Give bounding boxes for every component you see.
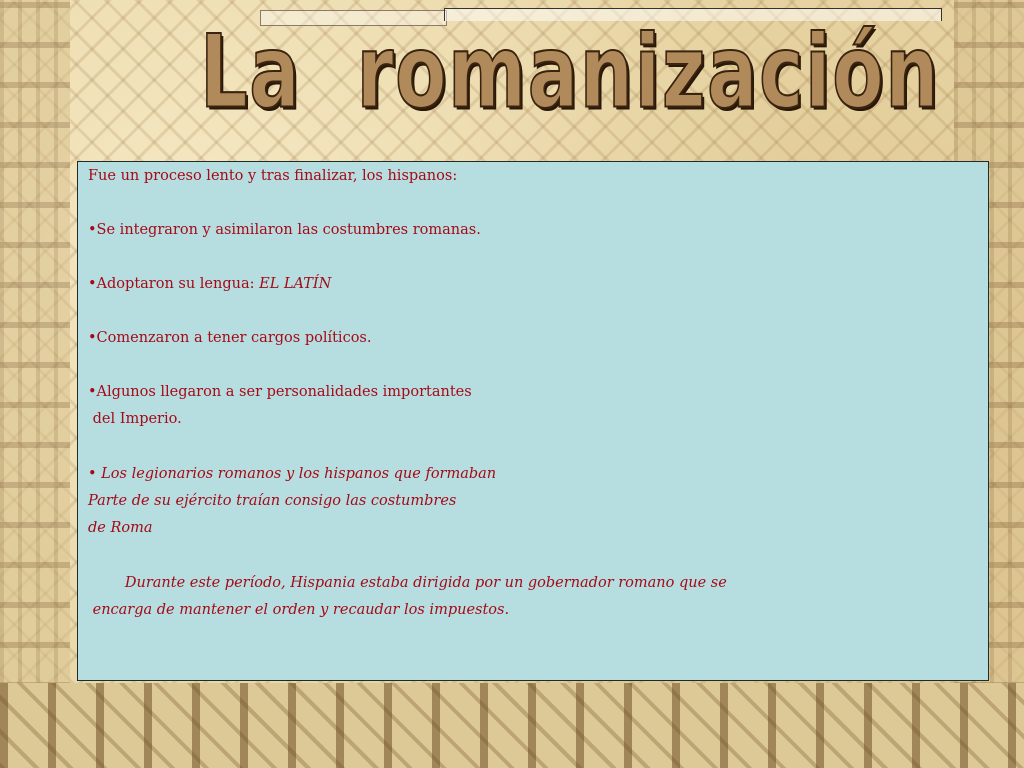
bullet-legionaries-line3: de Roma [88, 520, 153, 536]
bullet-legionaries-text: Los legionarios romanos y los hispanos que formaban [101, 466, 497, 482]
mosaic-border-bottom [0, 683, 1024, 768]
intro-text: Fue un proceso lento y tras finalizar, los hispanos: [88, 168, 458, 184]
bullet-language [88, 276, 331, 292]
bullet-legionaries-line1 [88, 466, 496, 482]
content-panel [77, 161, 989, 681]
bullet-integration: •Se integraron y asimilaron las costumbres romanas. [88, 222, 481, 238]
bullet-legionaries-line2: Parte de su ejército traían consigo las costumbres [88, 493, 457, 509]
slide-title: La romanización [200, 12, 941, 131]
bullet-personalities-line2: del Imperio. [88, 411, 182, 427]
bullet-legionaries-marker: • [88, 466, 102, 482]
bullet-language-prefix: •Adoptaron su lengua: [88, 276, 260, 292]
mosaic-border-left [0, 0, 70, 768]
bullet-language-latin: EL LATÍN [259, 276, 332, 292]
bullet-politics: •Comenzaron a tener cargos políticos. [88, 330, 372, 346]
closing-line2: encarga de mantener el orden y recaudar los impuestos. [88, 602, 510, 618]
closing-line1: Durante este período, Hispania estaba dirigida por un gobernador romano que se [88, 575, 727, 591]
bullet-personalities-line1: •Algunos llegaron a ser personalidades importantes [88, 384, 472, 400]
